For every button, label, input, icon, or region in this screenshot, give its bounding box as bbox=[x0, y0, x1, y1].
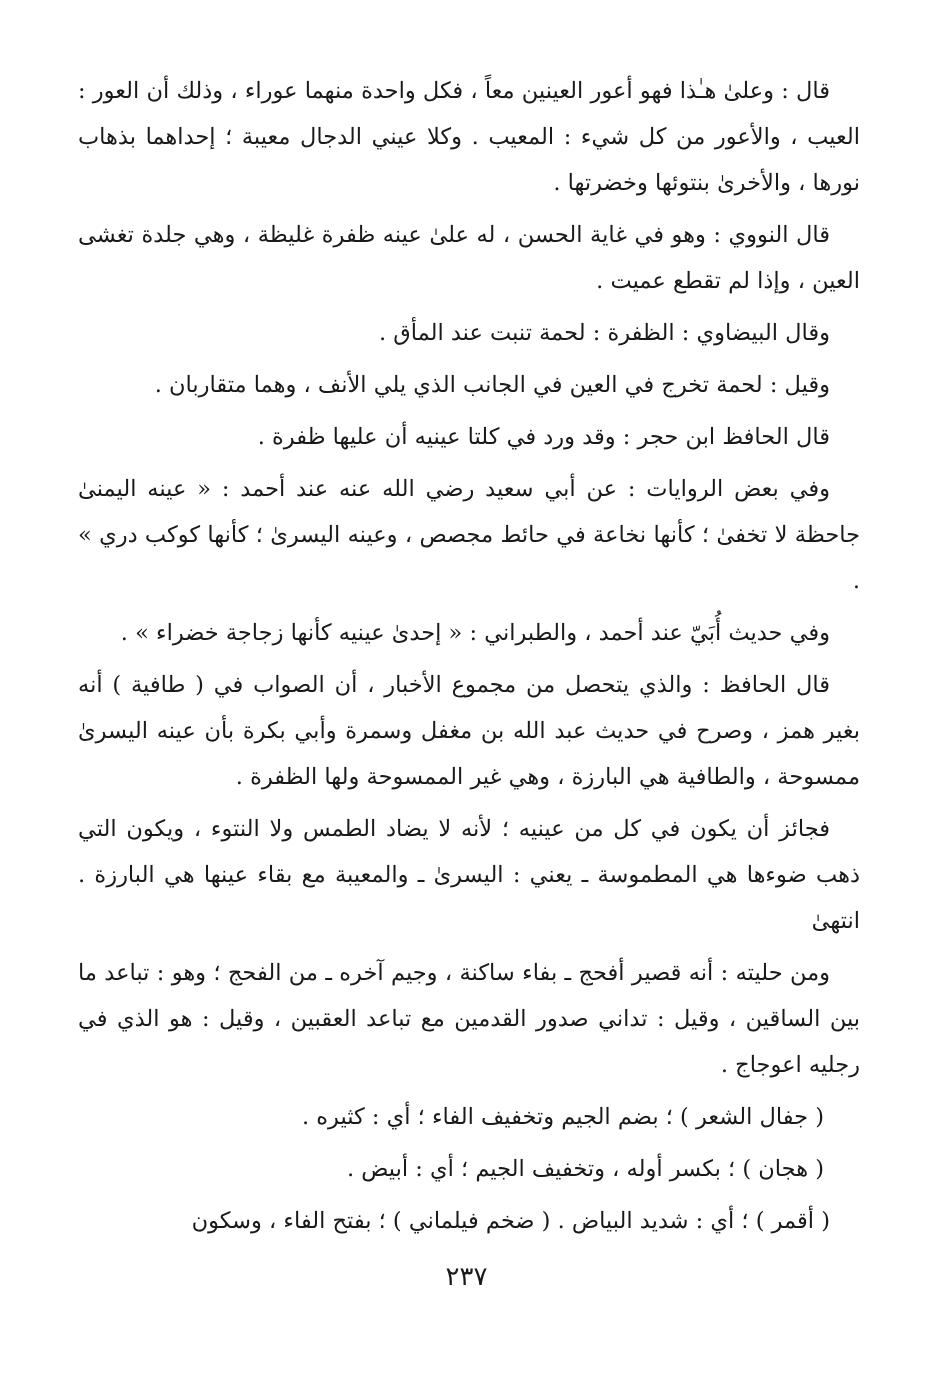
paragraph: ومن حليته : أنه قصير أفحج ـ بفاء ساكنة ، وجيم آخره ـ من الفحج ؛ وهو : تباعد ما بين الساقين ، وقيل : تداني صدور القدمين مع تباعد العقبين ، وقيل : هو الذي في رجليه اعوجاج . bbox=[78, 960, 860, 1078]
page-body bbox=[78, 68, 860, 1244]
paragraph: وفي حديث أُبَيّ عند أحمد ، والطبراني : « إحدىٰ عينيه كأنها زجاجة خضراء » . bbox=[120, 620, 830, 646]
paragraph: قال النووي : وهو في غاية الحسن ، له علىٰ عينه ظفرة غليظة ، وهي جلدة تغشى العين ، وإذا لم تقطع عميت . bbox=[78, 222, 860, 294]
paragraph: ( أقمر ) ؛ أي : شديد البياض . ( ضخم فيلماني ) ؛ بفتح الفاء ، وسكون bbox=[191, 1208, 830, 1234]
paragraph: قال : وعلىٰ هـٰذا فهو أعور العينين معاً ، فكل واحدة منهما عوراء ، وذلك أن العور : العيب ، والأعور من كل شيء : المعيب . وكلا عيني الدجال معيبة ؛ إحداهما بذهاب نورها ، والأخرىٰ بنتوئها وخضرتها . bbox=[78, 78, 860, 196]
paragraph: قال الحافظ ابن حجر : وقد ورد في كلتا عينيه أن عليها ظفرة . bbox=[257, 424, 830, 450]
paragraph: وقيل : لحمة تخرج في العين في الجانب الذي يلي الأنف ، وهما متقاربان . bbox=[154, 372, 830, 398]
paragraph: وقال البيضاوي : الظفرة : لحمة تنبت عند المأق . bbox=[378, 320, 830, 346]
page-number: ٢٣٧ bbox=[445, 1262, 488, 1292]
paragraph: فجائز أن يكون في كل من عينيه ؛ لأنه لا يضاد الطمس ولا النتوء ، ويكون التي ذهب ضوءها هي المطموسة ـ يعني : اليسرىٰ ـ والمعيبة مع بقاء عينها هي البارزة . انتهىٰ bbox=[78, 816, 860, 934]
paragraph: ( جفال الشعر ) ؛ بضم الجيم وتخفيف الفاء ؛ أي : كثيره . bbox=[301, 1104, 824, 1130]
paragraph: ( هجان ) ؛ بكسر أوله ، وتخفيف الجيم ؛ أي : أبيض . bbox=[346, 1156, 824, 1182]
paragraph: قال الحافظ : والذي يتحصل من مجموع الأخبار ، أن الصواب في ( طافية ) أنه بغير همز ، وصرح في حديث عبد الله بن مغفل وسمرة وأبي بكرة بأن عينه اليسرىٰ ممسوحة ، والطافية هي البارزة ، وهي غير الممسوحة ولها الظفرة . bbox=[78, 672, 860, 790]
paragraph: وفي بعض الروايات : عن أبي سعيد رضي الله عنه عند أحمد : « عينه اليمنىٰ جاحظة لا تخفىٰ ؛ كأنها نخاعة في حائط مجصص ، وعينه اليسرىٰ ؛ كأنها كوكب دري » . bbox=[78, 476, 860, 594]
